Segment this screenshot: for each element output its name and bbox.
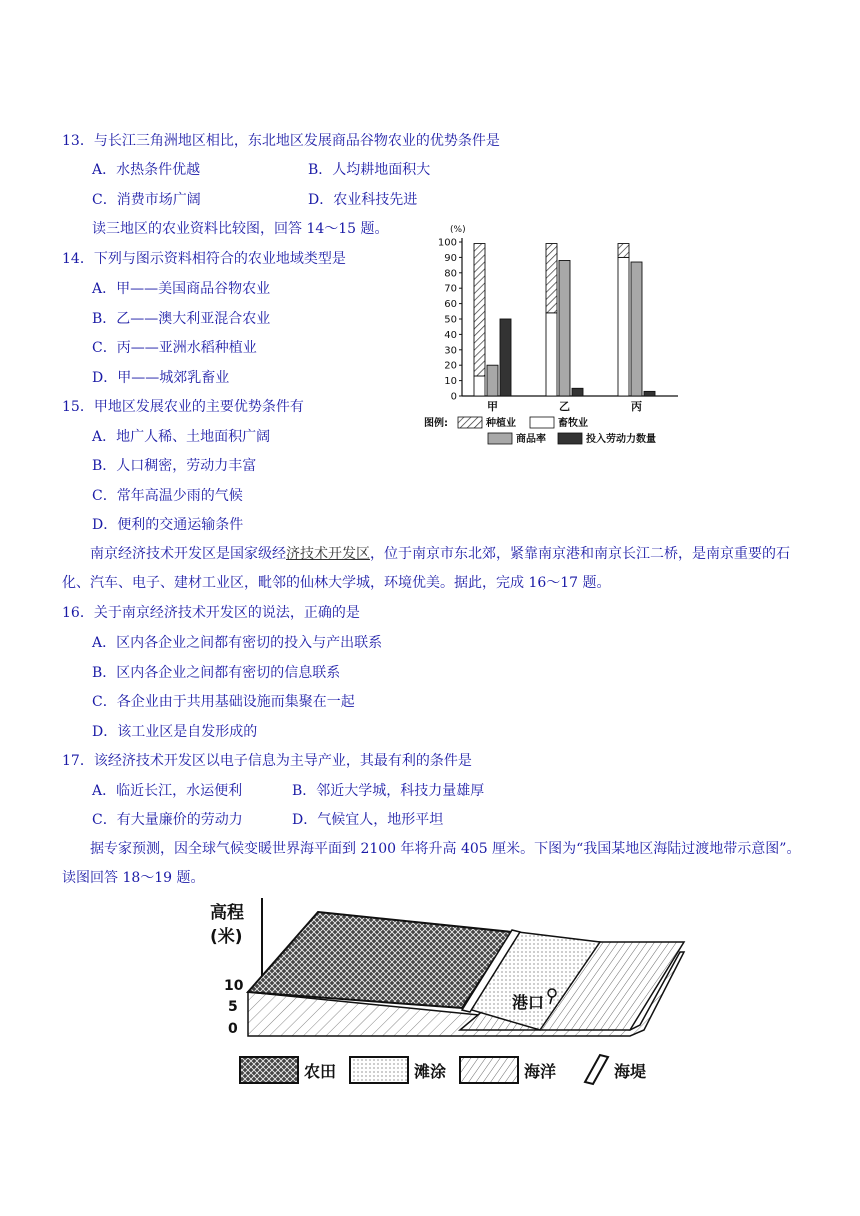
diagram-ylabel-line2: (米) <box>210 927 243 947</box>
diagram-ytick-0: 0 <box>228 1021 238 1037</box>
chart-y-tick-label: 0 <box>450 391 457 403</box>
bar-commodity <box>559 260 570 396</box>
legend-swatch-commodity <box>488 433 512 444</box>
intro-14-15: 读三地区的农业资料比较图，回答 14～15 题。 <box>92 221 389 237</box>
intro-16-17-post: ，位于南京市东北郊，紧靠南京港和南京长江二桥，是南京重要的石化、汽车、电子、建材工业区，毗邻的仙林大学城，环境优美。据此，完成 16～17 题。 <box>62 546 790 591</box>
q15-stem: 15．甲地区发展农业的主要优势条件有 <box>62 399 304 415</box>
legend-label-livestock: 畜牧业 <box>558 418 588 429</box>
q15-option-b[interactable]: B．人口稠密，劳动力丰富 <box>92 458 257 474</box>
bar-crop <box>618 244 629 258</box>
q14-option-a[interactable]: A．甲——美国商品谷物农业 <box>92 281 271 297</box>
bar-livestock <box>474 376 485 396</box>
legend-dike: 海堤 <box>614 1062 647 1081</box>
q14-option-b[interactable]: B．乙——澳大利亚混合农业 <box>92 311 271 327</box>
chart-legend-title: 图例: <box>424 418 448 429</box>
chart-y-tick-label: 60 <box>444 299 457 311</box>
q14-option-c[interactable]: C．丙——亚洲水稻种植业 <box>92 340 257 356</box>
legend-sea: 海洋 <box>524 1062 557 1081</box>
intro-16-17-pre: 南京经济技术开发区是国家级经 <box>90 546 286 562</box>
q13-option-d[interactable]: D．农业科技先进 <box>308 192 418 208</box>
q15-option-c[interactable]: C．常年高温少雨的气候 <box>92 488 243 504</box>
q17-option-a[interactable]: A．临近长江，水运便利 <box>92 783 243 799</box>
q15-option-a[interactable]: A．地广人稀、土地面积广阔 <box>92 429 271 445</box>
chart-y-tick-label: 40 <box>444 329 457 341</box>
bar-labor <box>572 388 583 396</box>
bar-labor <box>500 319 511 396</box>
chart-category-label: 甲 <box>487 400 498 413</box>
chart-y-tick-label: 100 <box>437 237 457 249</box>
legend-label-labor: 投入劳动力数量 <box>586 434 656 445</box>
intro-18-19: 据专家预测，因全球气候变暖世界海平面到 2100 年将升高 405 厘米。下图为“我国某地区海陆过渡地带示意图”。读图回答 18～19 题。 <box>62 841 801 886</box>
q17-option-b[interactable]: B．邻近大学城，科技力量雄厚 <box>292 783 485 799</box>
coastal-transition-diagram <box>200 890 690 1090</box>
legend-label-crop: 种植业 <box>486 418 516 429</box>
legend-swatch-farmland <box>240 1057 298 1083</box>
legend-label-commodity: 商品率 <box>516 434 546 445</box>
chart-y-tick-label: 50 <box>444 314 457 326</box>
q13-option-a[interactable]: A．水热条件优越 <box>92 162 201 178</box>
bar-livestock <box>546 313 557 396</box>
legend-swatch-labor <box>558 433 582 444</box>
q13-option-c[interactable]: C．消费市场广阔 <box>92 192 201 208</box>
chart-category-label: 丙 <box>631 400 642 413</box>
q16-option-d[interactable]: D．该工业区是自发形成的 <box>92 724 258 740</box>
legend-mudflat: 滩涂 <box>414 1062 447 1081</box>
q13-stem: 13．与长江三角洲地区相比，东北地区发展商品谷物农业的优势条件是 <box>62 133 500 149</box>
bar-commodity <box>631 262 642 396</box>
q16-option-b[interactable]: B．区内各企业之间都有密切的信息联系 <box>92 665 341 681</box>
q17-option-c[interactable]: C．有大量廉价的劳动力 <box>92 812 243 828</box>
q16-option-c[interactable]: C．各企业由于共用基础设施而集聚在一起 <box>92 694 355 710</box>
q15-option-d[interactable]: D．便利的交通运输条件 <box>92 517 244 533</box>
q16-stem: 16．关于南京经济技术开发区的说法，正确的是 <box>62 605 360 621</box>
bar-crop <box>474 244 485 376</box>
chart-y-tick-label: 70 <box>444 283 457 295</box>
legend-farmland: 农田 <box>304 1062 337 1081</box>
q14-option-d[interactable]: D．甲——城郊乳畜业 <box>92 370 230 386</box>
agriculture-bar-chart <box>420 220 690 455</box>
chart-y-tick-label: 30 <box>444 345 457 357</box>
legend-swatch-mudflat <box>350 1057 408 1083</box>
q14-stem: 14．下列与图示资料相符合的农业地域类型是 <box>62 251 346 267</box>
intro-16-17 <box>62 540 802 598</box>
chart-y-tick-label: 90 <box>444 252 457 264</box>
legend-swatch-livestock <box>530 417 554 428</box>
chart-y-tick-label: 10 <box>444 376 457 388</box>
legend-swatch-dike <box>585 1055 608 1084</box>
q17-option-d[interactable]: D．气候宜人，地形平坦 <box>292 812 444 828</box>
diagram-ytick-10: 10 <box>224 978 244 994</box>
q13-option-b[interactable]: B．人均耕地面积大 <box>308 162 431 178</box>
chart-y-tick-label: 20 <box>444 360 457 372</box>
legend-swatch-crop <box>458 417 482 428</box>
diagram-ytick-5: 5 <box>228 999 238 1015</box>
chart-category-label: 乙 <box>559 400 570 413</box>
bar-crop <box>546 244 557 313</box>
diagram-ylabel-line1: 高程 <box>210 903 244 923</box>
chart-y-tick-label: 80 <box>444 268 457 280</box>
q17-stem: 17．该经济技术开发区以电子信息为主导产业，其最有利的条件是 <box>62 753 472 769</box>
bar-commodity <box>487 365 498 396</box>
legend-swatch-sea <box>460 1057 518 1083</box>
intro-16-17-underlined: 济技术开发区 <box>286 546 370 562</box>
diagram-port-label: 港口 <box>512 993 545 1012</box>
chart-unit-label: (%) <box>450 225 466 235</box>
q16-option-a[interactable]: A．区内各企业之间都有密切的投入与产出联系 <box>92 635 383 651</box>
bar-livestock <box>618 257 629 396</box>
bar-labor <box>644 391 655 396</box>
